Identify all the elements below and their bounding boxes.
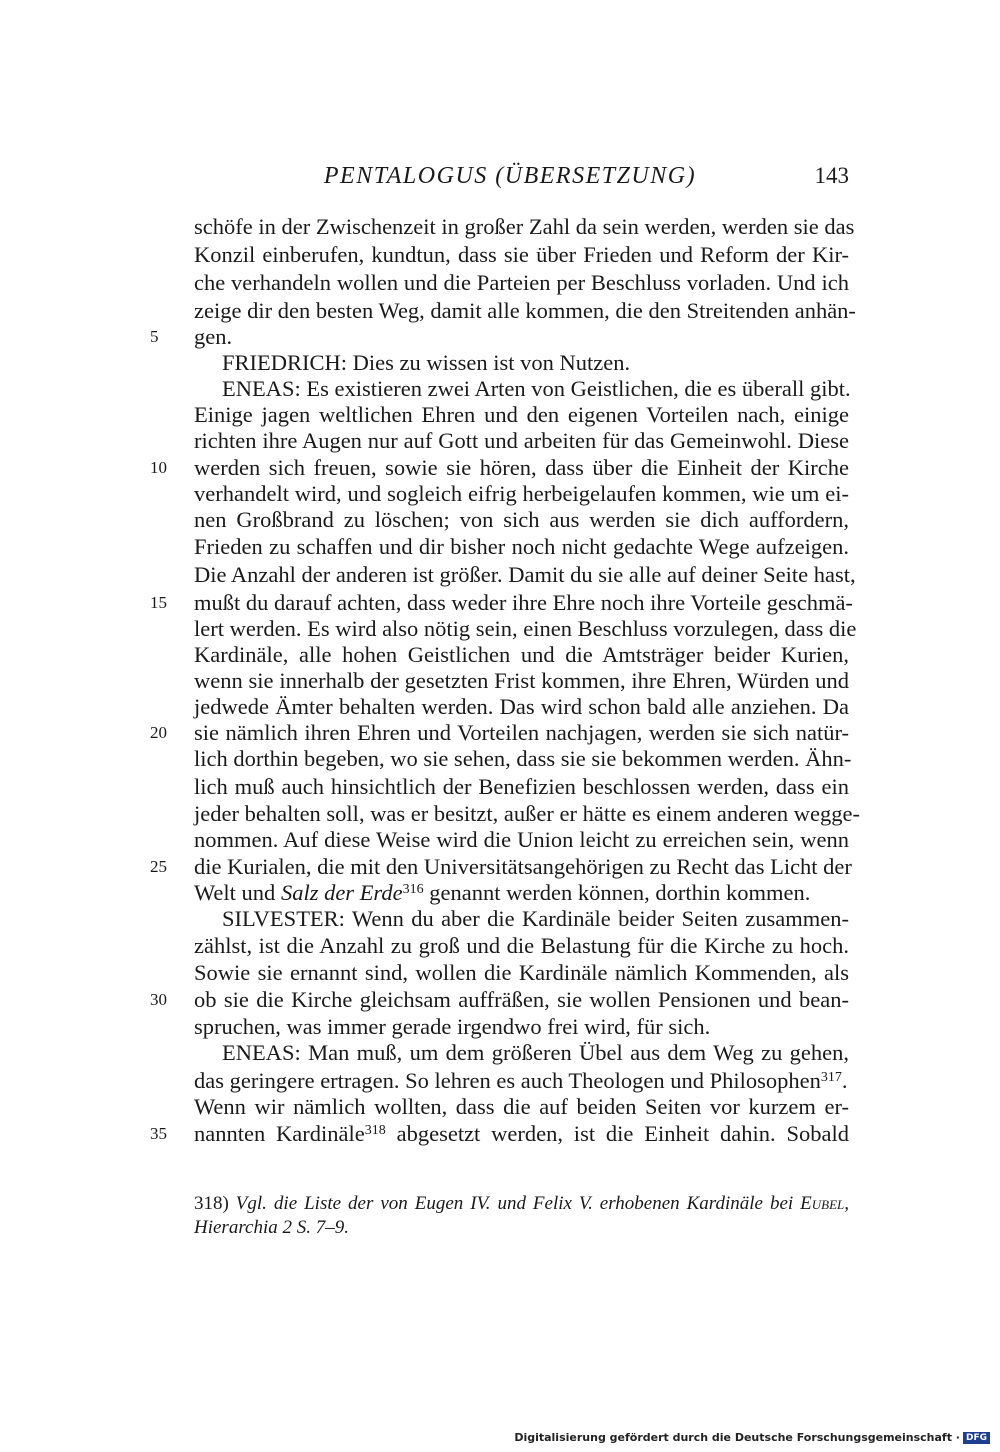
text-line: schöfe in der Zwischenzeit in großer Zahl da sein werden, werden sie das	[194, 214, 855, 239]
line-number: 10	[150, 458, 167, 477]
line-number: 25	[150, 857, 167, 876]
line-number: 30	[150, 990, 167, 1009]
running-header-title: PENTALOGUS (ÜBERSETZUNG)	[323, 163, 697, 189]
text-line: spruchen, was immer gerade irgendwo frei wird, für sich.	[194, 1014, 711, 1039]
text-line: sie nämlich ihren Ehren und Vorteilen nachjagen, werden sie sich natür-	[194, 720, 849, 745]
text-line: Konzil einberufen, kundtun, dass sie über Frieden und Reform der Kir-	[194, 242, 849, 267]
text-line: zählst, ist die Anzahl zu groß und die Belastung für die Kirche zu hoch.	[194, 933, 849, 958]
text-line: Sowie sie ernannt sind, wollen die Kardinäle nämlich Kommenden, als	[194, 960, 849, 985]
text-line: zeige dir den besten Weg, damit alle kommen, die den Streitenden anhän-	[194, 298, 856, 323]
text-line: wenn sie innerhalb der gesetzten Frist kommen, ihre Ehren, Würden und	[194, 668, 849, 693]
text-line: Frieden zu schaffen und dir bisher noch nicht gedachte Wege aufzeigen.	[194, 534, 849, 559]
text-line: ENEAS: Es existieren zwei Arten von Geistlichen, die es überall gibt.	[222, 376, 851, 401]
text-line	[194, 880, 849, 906]
footnote-text: ,	[844, 1193, 849, 1214]
text-span: abgesetzt werden, ist die Einheit dahin. Sobald	[385, 1121, 849, 1146]
footnote-line: Hierarchia 2 S. 7–9.	[194, 1217, 349, 1238]
text-line: nommen. Auf diese Weise wird die Union leicht zu erreichen sein, wenn	[194, 827, 849, 852]
text-line: die Kurialen, die mit den Universitätsangehörigen zu Recht das Licht der	[194, 854, 852, 879]
footnote-ref: 316	[402, 882, 424, 897]
footnote-text: Vgl. die Liste der von Eugen IV. und Felix V. erhobenen Kardinäle bei	[228, 1193, 801, 1214]
text-line: richten ihre Augen nur auf Gott und arbeiten für das Gemeinwohl. Diese	[194, 428, 849, 453]
text-line: jeder behalten soll, was er besitzt, außer er hätte es einem anderen wegge-	[194, 801, 860, 826]
page-number: 143	[814, 163, 849, 188]
text-line: verhandelt wird, und sogleich eifrig herbeigelaufen kommen, wie um ei-	[194, 481, 849, 506]
text-line: ob sie die Kirche gleichsam auffräßen, sie wollen Pensionen und bean-	[194, 987, 849, 1012]
text-line	[194, 1121, 849, 1147]
emphasis: Salz der Erde	[280, 880, 403, 905]
footnote-author: Eubel	[800, 1193, 845, 1214]
text-line: Wenn wir nämlich wollten, dass die auf beiden Seiten vor kurzem er-	[194, 1094, 849, 1119]
text-line: FRIEDRICH: Dies zu wissen ist von Nutzen.	[222, 350, 631, 375]
text-line: nen Großbrand zu löschen; von sich aus werden sie dich auffordern,	[194, 507, 849, 532]
footnote-ref: 318	[364, 1123, 386, 1138]
text-line	[194, 1068, 849, 1094]
text-line: werden sich freuen, sowie sie hören, dass über die Einheit der Kirche	[194, 455, 849, 480]
text-line: SILVESTER: Wenn du aber die Kardinäle beider Seiten zusammen-	[222, 906, 849, 931]
text-line: lich dorthin begeben, wo sie sehen, dass sie sie bekommen werden. Ähn-	[194, 746, 852, 771]
text-line: Die Anzahl der anderen ist größer. Damit du sie alle auf deiner Seite hast,	[194, 562, 856, 587]
text-line: che verhandeln wollen und die Parteien per Beschluss vorladen. Und ich	[194, 270, 849, 295]
credit-text: Digitalisierung gefördert durch die Deutsche Forschungsgemeinschaft ·	[514, 1431, 960, 1444]
text-line: Kardinäle, alle hohen Geistlichen und die Amtsträger beider Kurien,	[194, 642, 849, 667]
footnote-ref: 317	[820, 1070, 842, 1085]
text-line: gen.	[194, 324, 233, 349]
line-number: 15	[150, 593, 167, 612]
text-span: .	[841, 1068, 848, 1093]
text-span: nannten Kardinäle	[194, 1121, 365, 1146]
dfg-logo: DFG	[963, 1432, 990, 1444]
text-line: Einige jagen weltlichen Ehren und den eigenen Vorteilen nach, einige	[194, 402, 849, 427]
line-number: 5	[150, 327, 159, 346]
text-span: Welt und	[194, 880, 281, 905]
text-line: lich muß auch hinsichtlich der Benefizien beschlossen werden, dass ein	[194, 774, 849, 799]
text-span: genannt werden können, dorthin kommen.	[423, 880, 811, 905]
footnote-line	[194, 1192, 849, 1216]
text-line: ENEAS: Man muß, um dem größeren Übel aus dem Weg zu gehen,	[222, 1040, 849, 1065]
text-span: das geringere ertragen. So lehren es auch Theologen und Philosophen	[194, 1068, 821, 1093]
line-number: 20	[150, 723, 167, 742]
text-line: jedwede Ämter behalten werden. Das wird schon bald alle anziehen. Da	[194, 694, 849, 719]
dfg-credit	[514, 1431, 990, 1444]
footnote-number: 318)	[194, 1193, 229, 1214]
text-line: lert werden. Es wird also nötig sein, einen Beschluss vorzulegen, dass die	[194, 616, 857, 641]
text-line: mußt du darauf achten, dass weder ihre Ehre noch ihre Vorteile geschmä-	[194, 590, 853, 615]
line-number: 35	[150, 1124, 167, 1143]
